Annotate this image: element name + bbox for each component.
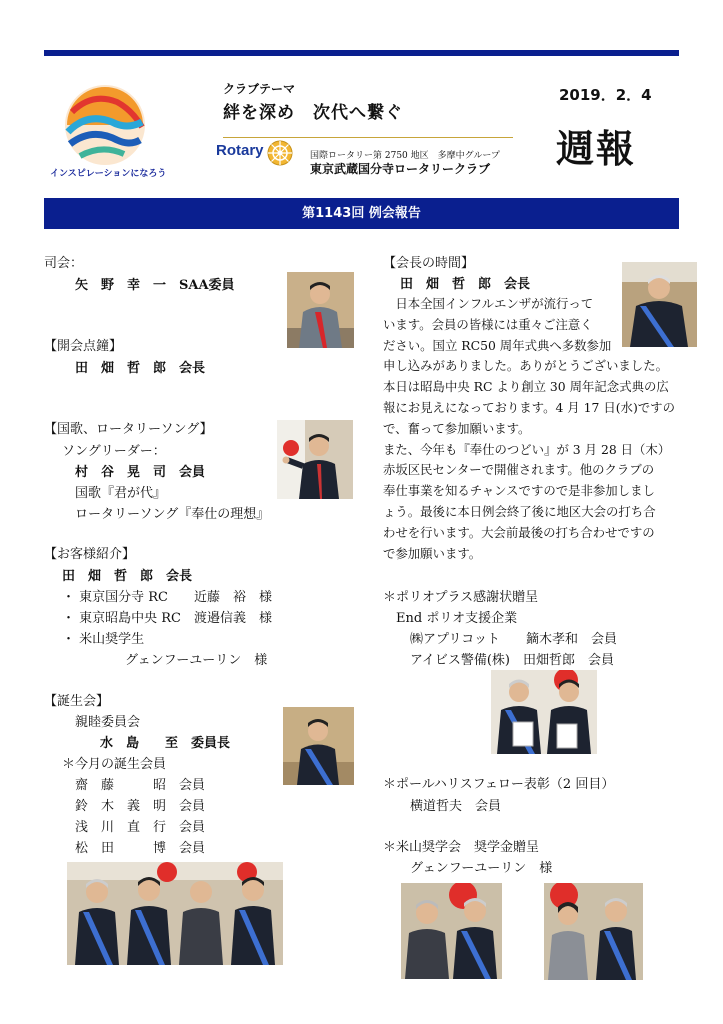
birthday-chair: 水 島 至 委員長 (100, 736, 231, 751)
message-line: 日本全国インフルエンザが流行って (383, 296, 594, 311)
club-name: 東京武蔵国分寺ロータリークラブ (310, 162, 491, 176)
photo-president (622, 262, 697, 347)
message-line: わせを行います。大会前最後の打ち合わせですの (383, 524, 655, 540)
message-line: 奉仕事業を知るチャンスですので是非参加しまし (383, 483, 655, 499)
song-leader-label: ソングリーダー： (62, 444, 166, 459)
logo-caption: インスピレーションになろう (50, 169, 167, 179)
message-line: 本日は昭島中央 RC より創立 30 周年記念式典の広 (383, 379, 669, 395)
theme-label: クラブテーマ (223, 82, 296, 96)
birthday-sub: ＊今月の誕生会員 (62, 757, 167, 772)
photo-yoneyama (544, 883, 643, 980)
polio-heading: ＊ポリオプラス感謝状贈呈 (383, 590, 539, 605)
birthday-member: 齋 藤 昭 会員 (75, 778, 206, 793)
polio-sub: End ポリオ支援企業 (396, 611, 518, 626)
photo-paul-harris (401, 883, 502, 979)
meeting-banner: 第1143回 例会報告 (44, 198, 679, 229)
message-line: ょう。最後に本日例会終了後に地区大会の打ち合 (383, 503, 656, 519)
message-line: 申し込みがありました。ありがとうございました。 (383, 358, 668, 374)
issue-date: 2019．2．4 (559, 86, 652, 104)
anthem-heading: 【国歌、ロータリーソング】 (44, 422, 213, 437)
guest-item: ・ 東京国分寺 RC 近藤 裕 様 (62, 590, 272, 605)
birthday-member: 鈴 木 義 明 会員 (75, 799, 206, 814)
rotary-wordmark: Rotary (216, 142, 264, 159)
birthday-member: 浅 川 直 行 会員 (75, 820, 206, 835)
mc-heading: 司会： (44, 256, 84, 271)
message-line: で参加願います。 (383, 545, 482, 561)
photo-birthday-chair (283, 707, 354, 785)
district-text: 国際ロータリー第 2750 地区 多摩中グループ (310, 151, 500, 161)
polio-recipient: アイビス警備(株) 田畑哲郎 会員 (410, 653, 614, 668)
polio-recipient: ㈱アプリコット 鏑木孝和 会員 (410, 632, 617, 647)
yoneyama-recipient: グェンフーユーリン 様 (410, 861, 553, 876)
guests-heading: 【お客様紹介】 (44, 547, 136, 562)
guest-item: ・ 米山奨学生 (62, 632, 145, 647)
page-title: 週報 (556, 127, 637, 171)
opening-heading: 【開会点鐘】 (44, 339, 123, 354)
guest-scholar-name: グェンフーユーリン 様 (125, 653, 268, 668)
message-line: ださい。国立 RC50 周年式典へ多数参加 (383, 337, 612, 353)
birthday-committee: 親睦委員会 (75, 715, 141, 730)
photo-birthday-group (67, 862, 283, 965)
birthday-member: 松 田 博 会員 (75, 841, 206, 856)
anthem-title: 国歌『君が代』 (75, 486, 167, 501)
top-rule (44, 50, 679, 56)
birthday-heading: 【誕生会】 (44, 694, 110, 709)
message-line: また、今年も『奉仕のつどい』が 3 月 28 日（木） (383, 441, 671, 457)
mc-name: 矢 野 幸 一 SAA委員 (75, 278, 235, 293)
rotary-song-title: ロータリーソング『奉仕の理想』 (75, 507, 270, 522)
guests-presenter: 田 畑 哲 郎 会長 (62, 569, 193, 584)
rotary-wheel-icon (266, 139, 294, 167)
message-line: います。会員の皆様には重々ご注意く (383, 316, 593, 332)
photo-song-leader (277, 420, 353, 499)
paul-harris-recipient: 横道哲夫 会員 (410, 799, 502, 814)
song-leader-name: 村 谷 晃 司 会員 (75, 465, 206, 480)
guest-item: ・ 東京昭島中央 RC 渡邉信義 様 (62, 611, 272, 626)
theme-text: 絆を深め 次代へ繋ぐ (223, 103, 403, 123)
message-line: で、奮って参加願います。 (383, 420, 531, 436)
president-name: 田 畑 哲 郎 会長 (400, 277, 531, 292)
opening-name: 田 畑 哲 郎 会長 (75, 361, 206, 376)
message-line: 報にお見えになっております。4 月 17 日(水)ですの (383, 399, 675, 415)
message-line: 赤坂区民センターで開催されます。他のクラブの (383, 462, 655, 478)
header-divider (223, 137, 513, 138)
photo-mc (287, 272, 354, 348)
paul-harris-heading: ＊ポールハリスフェロー表彰（2 回目） (383, 777, 615, 792)
president-heading: 【会長の時間】 (383, 256, 475, 271)
yoneyama-heading: ＊米山奨学会 奨学金贈呈 (383, 840, 540, 855)
photo-polio-award (491, 670, 597, 754)
inspiration-logo (62, 82, 148, 168)
